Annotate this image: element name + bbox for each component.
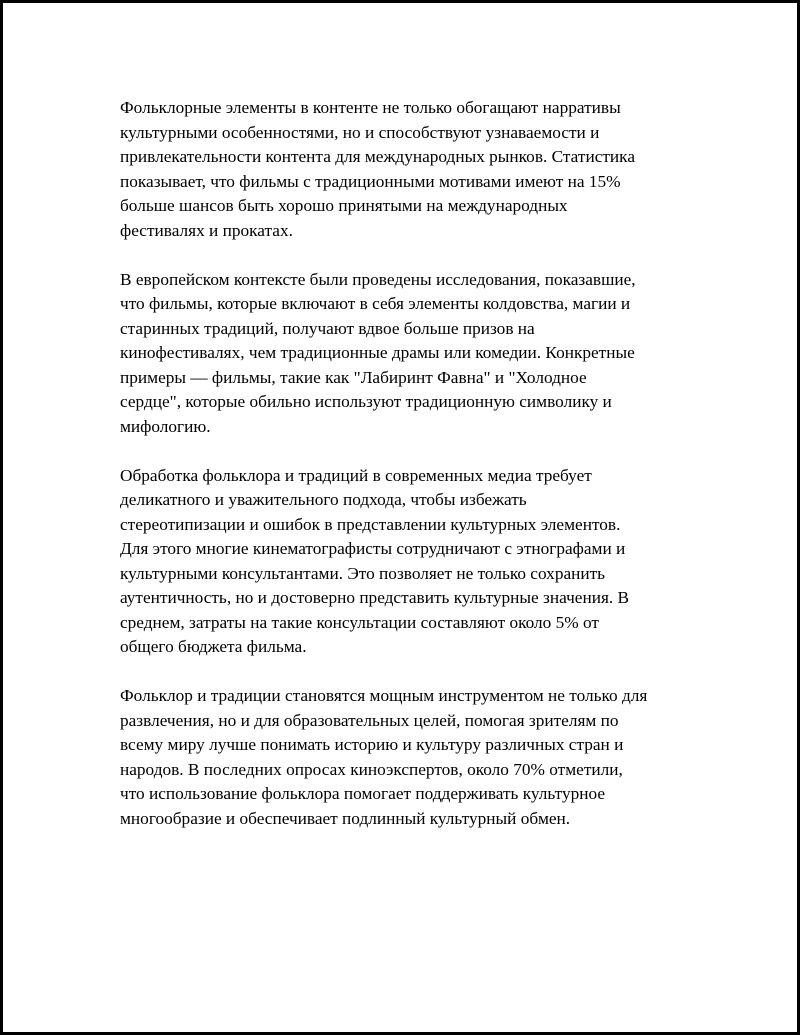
paragraph-3 <box>120 464 700 660</box>
text-line: Фольклор и традиции становятся мощным инструментом не только для <box>120 686 648 705</box>
text-line: среднем, затраты на такие консультации составляют около 5% от <box>120 612 599 632</box>
paragraph-4 <box>120 684 700 831</box>
document-body <box>120 96 700 856</box>
paragraph-2 <box>120 268 700 440</box>
text-line: Обработка фольклора и традиций в современных медиа требует <box>120 465 592 485</box>
text-line: кинофестивалях, чем традиционные драмы или комедии. Конкретные <box>120 343 635 362</box>
text-line: привлекательности контента для международных рынков. Статистика <box>120 147 635 166</box>
text-line: показывает, что фильмы с традиционными мотивами имеют на 15% <box>120 171 621 191</box>
text-line: многообразие и обеспечивает подлинный культурный обмен. <box>120 808 571 828</box>
text-line: мифологию. <box>120 416 211 436</box>
text-line: деликатного и уважительного подхода, чтобы избежать <box>120 490 527 509</box>
text-line: что фильмы, которые включают в себя элементы колдовства, магии и <box>120 294 631 313</box>
text-line: развлечения, но и для образовательных целей, помогая зрителям по <box>120 710 619 730</box>
text-line: стереотипизации и ошибок в представлении культурных элементов. <box>120 514 621 534</box>
text-line: больше шансов быть хорошо принятыми на международных <box>120 196 568 215</box>
text-line: Для этого многие кинематографисты сотрудничают с этнографами и <box>120 539 626 558</box>
text-line: сердце", которые обильно используют традиционную символику и <box>120 392 612 411</box>
paragraph-1 <box>120 96 700 243</box>
text-line: Фольклорные элементы в контенте не только обогащают нарративы <box>120 98 621 117</box>
text-line: что использование фольклора помогает поддерживать культурное <box>120 784 605 803</box>
text-line: общего бюджета фильма. <box>120 637 307 656</box>
text-line: В европейском контексте были проведены исследования, показавшие, <box>120 269 636 289</box>
text-line: примеры — фильмы, такие как "Лабиринт Фавна" и "Холодное <box>120 367 587 387</box>
text-line: фестивалях и прокатах. <box>120 220 293 240</box>
text-line: аутентичность, но и достоверно представить культурные значения. В <box>120 588 630 607</box>
text-line: старинных традиций, получают вдвое больше призов на <box>120 318 535 338</box>
text-line: культурными особенностями, но и способствуют узнаваемости и <box>120 122 600 142</box>
text-line: народов. В последних опросах киноэкспертов, около 70% отметили, <box>120 759 623 779</box>
text-line: всему миру лучше понимать историю и культуру различных стран и <box>120 735 624 754</box>
text-line: культурными консультантами. Это позволяет не только сохранить <box>120 563 606 583</box>
